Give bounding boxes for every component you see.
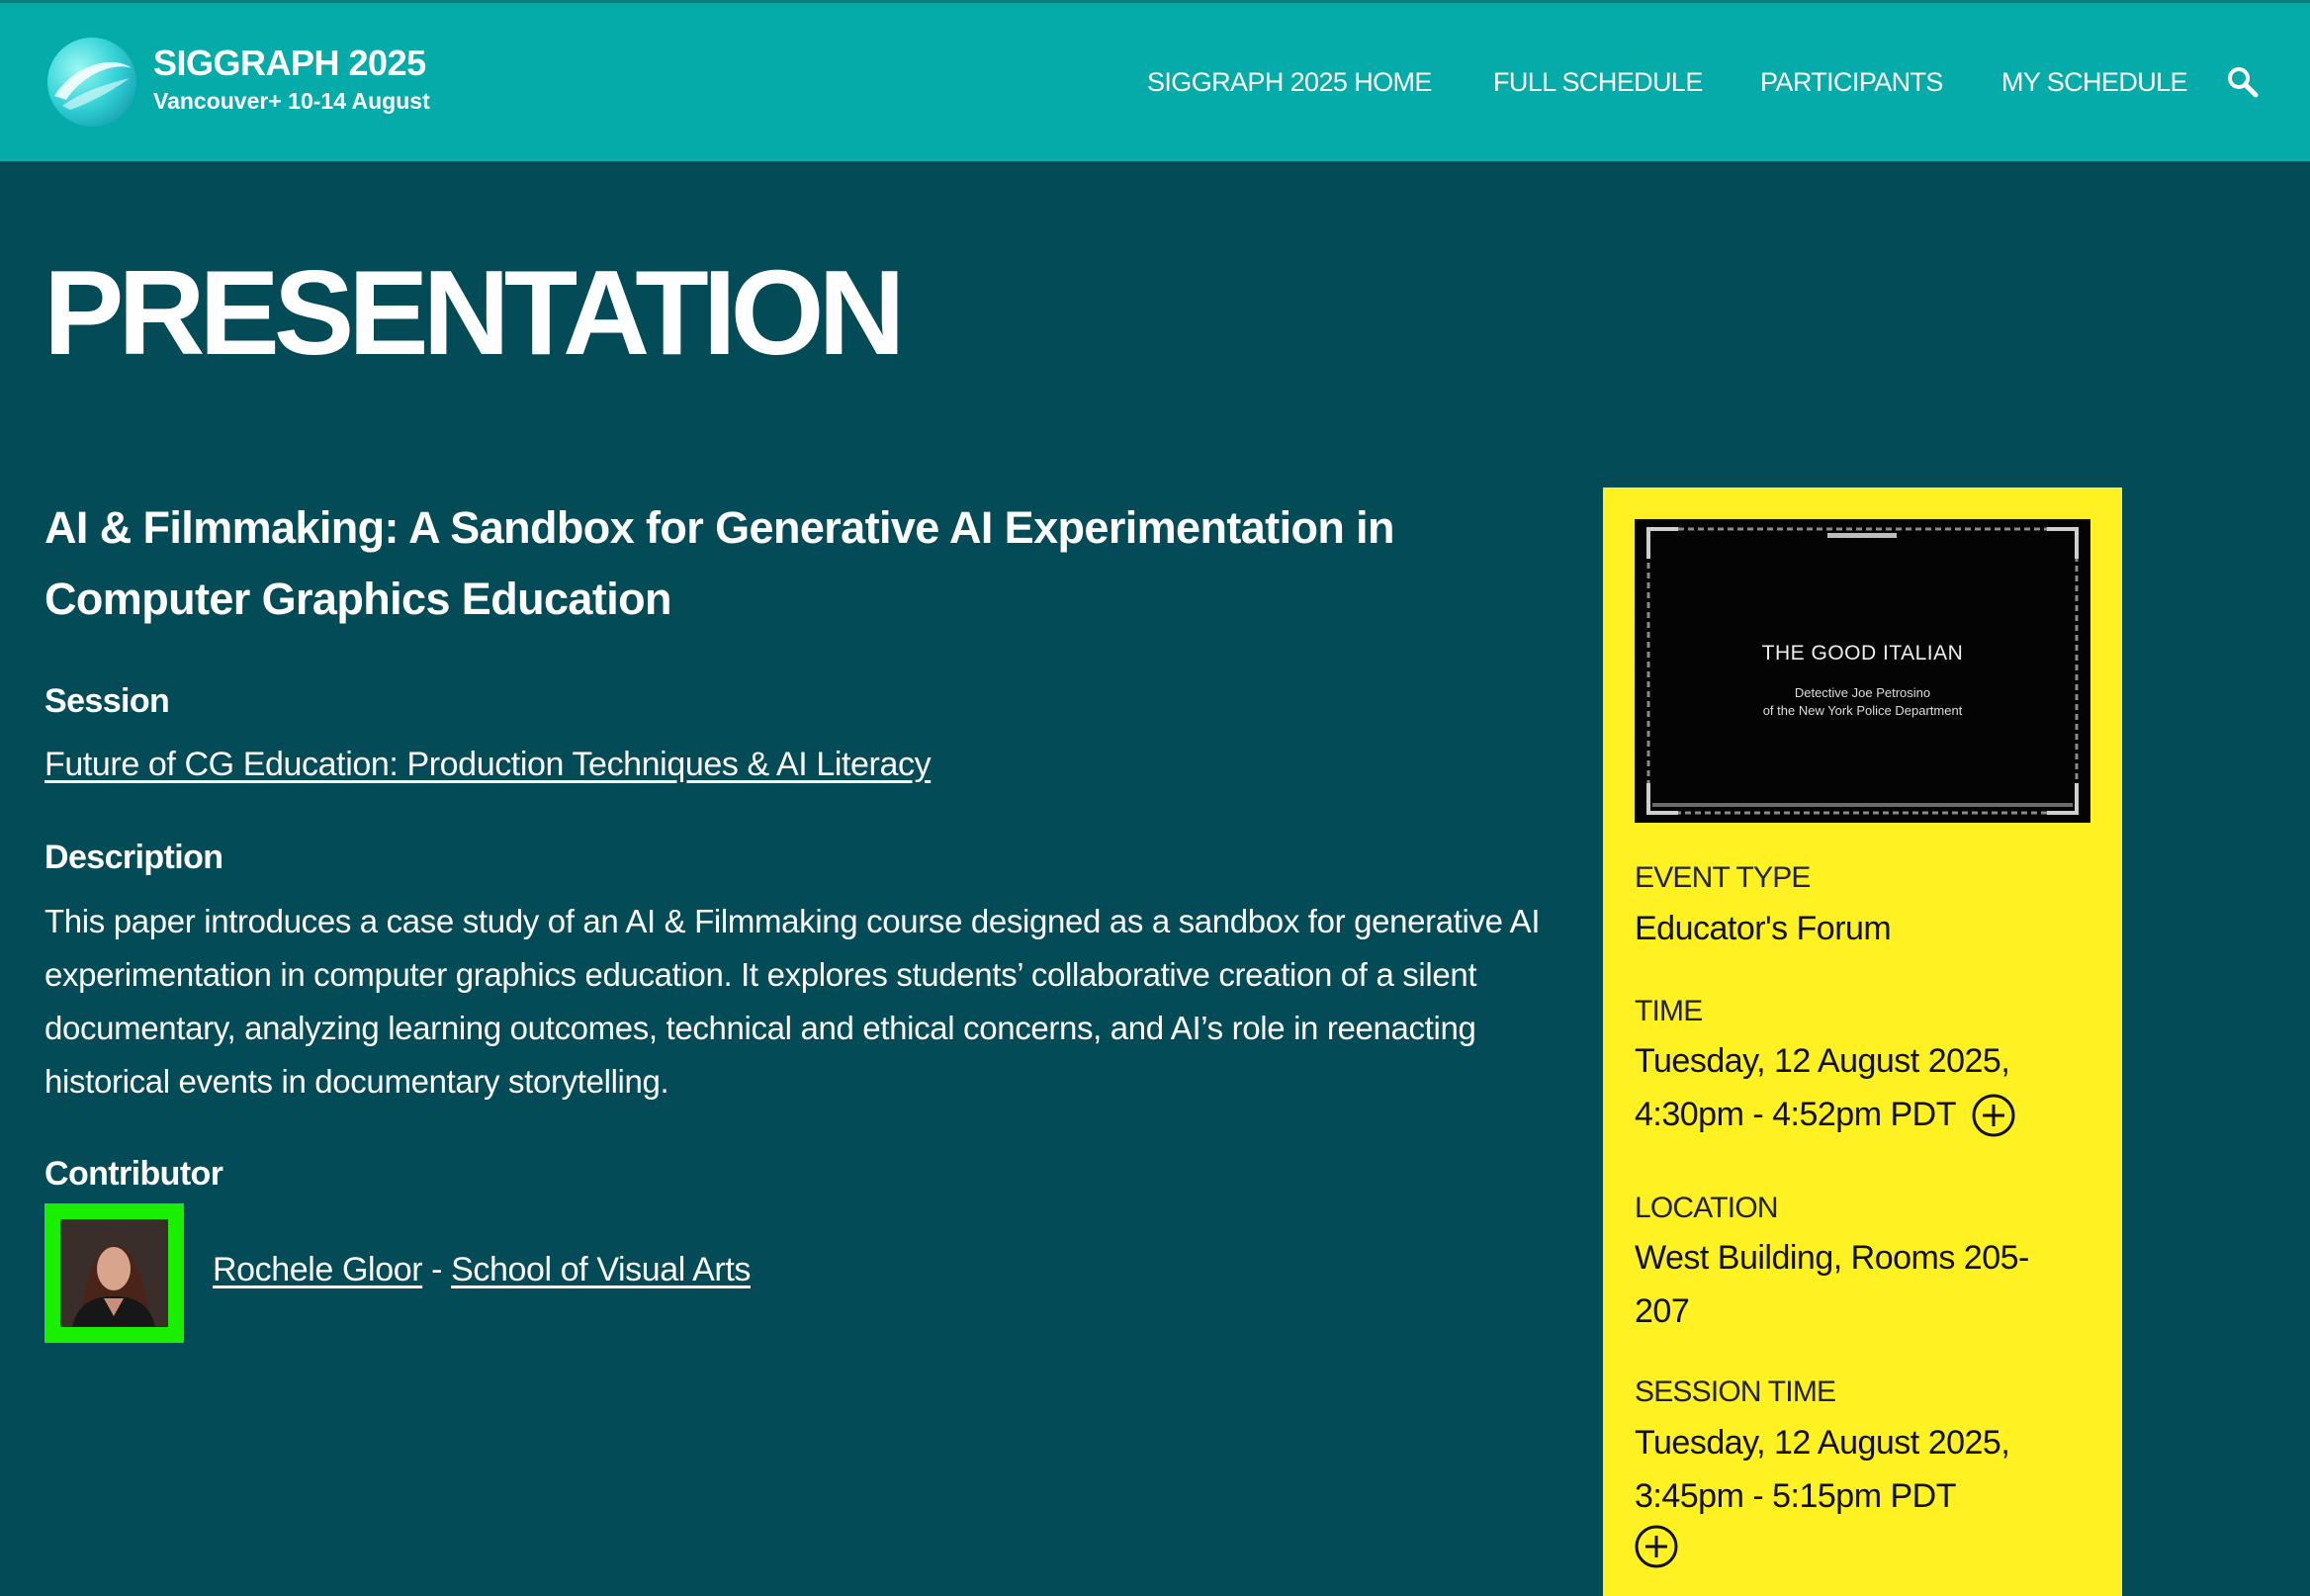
add-to-schedule-plus-circle-icon[interactable] bbox=[1971, 1093, 2016, 1138]
location-label: LOCATION bbox=[1635, 1192, 1778, 1224]
location-value: West Building, Rooms 205-207 bbox=[1635, 1239, 2029, 1330]
event-details-sidebar bbox=[1603, 488, 2122, 1596]
description-heading: Description bbox=[44, 839, 223, 876]
time-value-line1: Tuesday, 12 August 2025, bbox=[1635, 1042, 2010, 1080]
film-frame-border bbox=[1635, 519, 2090, 823]
event-type-label: EVENT TYPE bbox=[1635, 861, 1811, 894]
contributor-separator: - bbox=[422, 1251, 452, 1288]
contributor-name-link[interactable]: Rochele Gloor bbox=[213, 1251, 423, 1288]
session-link[interactable]: Future of CG Education: Production Techniques & AI Literacy bbox=[44, 746, 932, 783]
nav-my-schedule-link[interactable]: MY SCHEDULE bbox=[2001, 67, 2187, 97]
session-time-value-line2: 3:45pm - 5:15pm PDT bbox=[1635, 1477, 1956, 1515]
add-session-plus-circle-icon[interactable] bbox=[1634, 1524, 1679, 1569]
page-title: PRESENTATION bbox=[44, 245, 900, 380]
contributor-line bbox=[213, 1251, 751, 1289]
session-time-value-line1: Tuesday, 12 August 2025, bbox=[1635, 1424, 2010, 1462]
nav-home-link[interactable]: SIGGRAPH 2025 HOME bbox=[1147, 67, 1432, 97]
session-heading: Session bbox=[44, 682, 170, 720]
nav-full-schedule-link[interactable]: FULL SCHEDULE bbox=[1493, 67, 1703, 97]
contributor-affiliation-link[interactable]: School of Visual Arts bbox=[451, 1251, 751, 1288]
thumbnail-title: THE GOOD ITALIAN bbox=[1761, 642, 1964, 665]
nav-participants-link[interactable]: PARTICIPANTS bbox=[1760, 67, 1943, 97]
description-text: This paper introduces a case study of an AI & Filmmaking course designed as a sandbox for generative AI experimentation in computer graphics education. It explores students’ collaborative creation of a silent documentary, analyzing learning outcomes, technical and ethical concerns, and AI’s role in reenacting historical events in documentary storytelling. bbox=[44, 903, 1541, 1100]
time-label: TIME bbox=[1635, 995, 1703, 1027]
session-time-label: SESSION TIME bbox=[1635, 1375, 1836, 1408]
top-navigation-bar bbox=[0, 0, 2310, 161]
contributor-photo bbox=[60, 1219, 168, 1327]
presentation-thumbnail bbox=[1635, 519, 2090, 823]
event-type-value: Educator's Forum bbox=[1635, 910, 1892, 947]
time-value-line2: 4:30pm - 4:52pm PDT bbox=[1635, 1096, 1956, 1133]
brand-subtitle: Vancouver+ 10-14 August bbox=[153, 88, 430, 114]
presentation-title: AI & Filmmaking: A Sandbox for Generative AI Experimentation in Computer Graphics Education bbox=[44, 502, 1394, 624]
thumbnail-subtitle-line2: of the New York Police Department bbox=[1762, 703, 1963, 718]
contributor-heading: Contributor bbox=[44, 1155, 223, 1193]
avatar[interactable] bbox=[44, 1203, 184, 1343]
brand-title[interactable]: SIGGRAPH 2025 bbox=[153, 43, 426, 83]
search-icon[interactable] bbox=[2226, 65, 2260, 99]
thumbnail-subtitle-line1: Detective Joe Petrosino bbox=[1794, 685, 1931, 700]
siggraph-logo-icon[interactable] bbox=[44, 35, 139, 130]
